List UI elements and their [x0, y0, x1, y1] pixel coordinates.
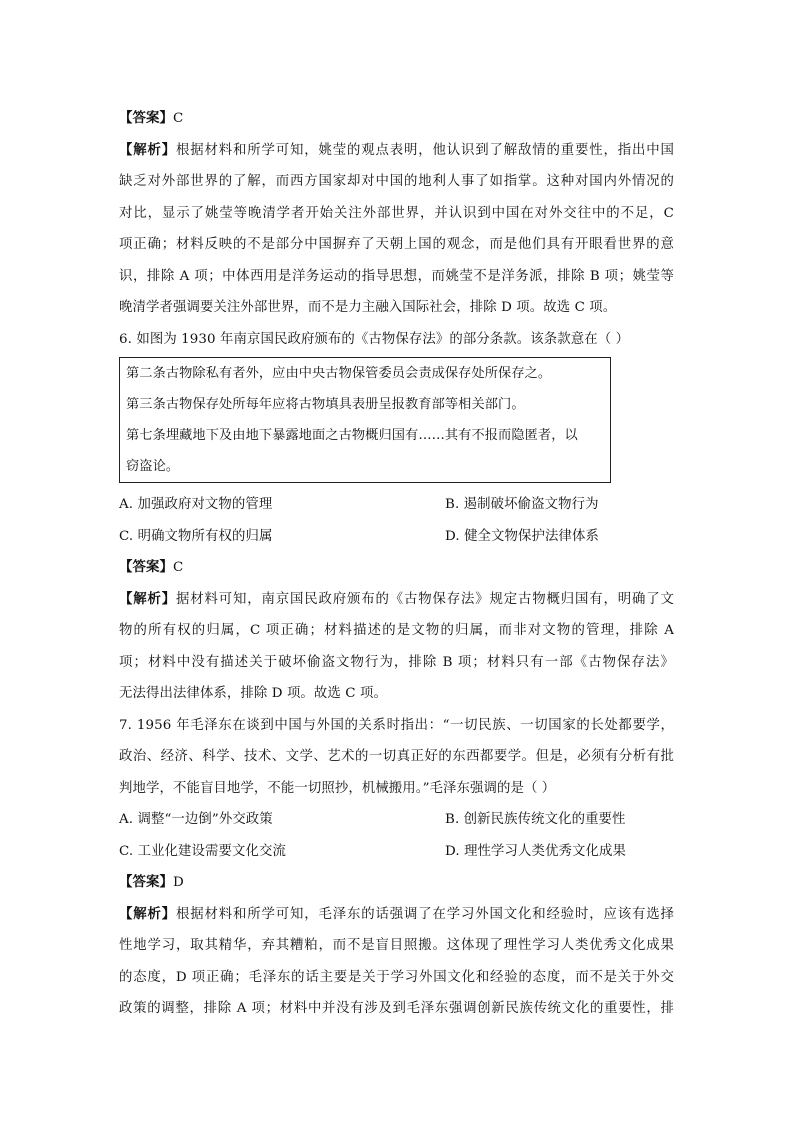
- q7-answer: [119, 867, 674, 899]
- material-line: 第三条古物保存处所每年应将古物填具表册呈报教育部等相关部门。: [126, 397, 525, 412]
- q7-analysis-line: 性地学习，取其精华，弃其糟粕，而不是盲目照搬。这体现了理性学习人类优秀文化成果: [119, 938, 674, 953]
- option-a: A. 加强政府对文物的管理: [119, 497, 273, 512]
- q7-analysis-line: 【解析】根据材料和所学可知，毛泽东的话强调了在学习外国文化和经验时，应该有选择: [119, 905, 674, 922]
- q6-analysis-line: 无法得出法律体系，排除 D 项。故选 C 项。: [119, 686, 387, 701]
- q5-analysis-line: 项正确；材料反映的不是部分中国摒弃了天朝上国的观念，而是他们具有开眼看世界的意: [119, 237, 674, 252]
- q5-answer: [119, 103, 674, 135]
- material-line: 窃盗论。: [126, 459, 180, 474]
- q6-analysis-line: 【解析】据材料可知，南京国民政府颁布的《古物保存法》规定古物概归国有，明确了文: [119, 590, 674, 607]
- q7-stem-line: 判地学，不能盲目地学，不能一切照抄，机械搬用。”毛泽东强调的是（ ）: [119, 780, 556, 796]
- q6-stem: 6. 如图为 1930 年南京国民政府颁布的《古物保存法》的部分条款。该条款意在（ ）: [119, 331, 630, 347]
- q5-analysis-line: 晚清学者强调要关注外部世界，而不是力主融入国际社会，排除 D 项。故选 C 项。: [119, 300, 617, 315]
- material-line: 第二条古物除私有者外，应由中央古物保管委员会责成保存处所保存之。: [126, 366, 552, 381]
- answer-label: 【答案】: [119, 110, 173, 126]
- analysis-label: 【解析】: [119, 590, 176, 607]
- q7-stem-line: 7. 1956 年毛泽东在谈到中国与外国的关系时指出：“一切民族、一切国家的长处都要学，: [119, 717, 674, 733]
- q6-material-box: [119, 357, 611, 483]
- answer-value: C: [172, 560, 184, 575]
- q5-analysis-line: 对比，显示了姚莹等晚清学者开始关注外部世界，并认识到中国在对外交往中的不足，C: [119, 205, 674, 221]
- option-b: B. 遏制破坏偷盗文物行为: [445, 497, 599, 512]
- q7-options-row: [119, 836, 674, 868]
- analysis-label: 【解析】: [119, 905, 176, 922]
- analysis-label: 【解析】: [119, 141, 176, 158]
- q7-options-row: [119, 804, 674, 836]
- document-page: [119, 103, 674, 1025]
- q6-answer: [119, 552, 674, 584]
- option-b: B. 创新民族传统文化的重要性: [445, 812, 626, 827]
- option-c: C. 明确文物所有权的归属: [119, 528, 273, 544]
- answer-value: D: [172, 875, 184, 890]
- option-a: A. 调整“一边倒”外交政策: [119, 812, 273, 827]
- q6-analysis-line: 物的所有权的归属，C 项正确；材料描述的是文物的归属，而非对文物的管理，排除 A: [119, 623, 674, 638]
- answer-label: 【答案】: [119, 559, 173, 575]
- material-line: 第七条埋藏地下及由地下暴露地面之古物概归国有……其有不报而隐匿者，以: [126, 428, 578, 443]
- q7-analysis-line: 政策的调整，排除 A 项；材料中并没有涉及到毛泽东强调创新民族传统文化的重要性，排: [119, 1001, 674, 1016]
- option-d: D. 理性学习人类优秀文化成果: [445, 843, 626, 859]
- q5-analysis-line: 缺乏对外部世界的了解，而西方国家却对中国的地利人事了如指掌。这种对国内外情况的: [119, 174, 674, 189]
- q6-options-row: [119, 521, 674, 553]
- q6-analysis-line: 项；材料中没有描述关于破坏偷盗文物行为，排除 B 项；材料只有一部《古物保存法》: [119, 654, 674, 670]
- answer-label: 【答案】: [119, 874, 173, 890]
- q7-analysis-line: 的态度，D 项正确；毛泽东的话主要是关于学习外国文化和经验的态度，而不是关于外交: [119, 969, 674, 985]
- option-c: C. 工业化建设需要文化交流: [119, 843, 286, 859]
- answer-value: C: [172, 111, 184, 126]
- q6-options-row: [119, 489, 674, 521]
- q7-stem-line: 政治、经济、科学、技术、文学、艺术的一切真正好的东西都要学。但是，必须有分析有批: [119, 749, 674, 764]
- option-d: D. 健全文物保护法律体系: [445, 528, 599, 544]
- q5-analysis-line: 识，排除 A 项；中体西用是洋务运动的指导思想，而姚莹不是洋务派，排除 B 项；姚莹等: [119, 268, 674, 284]
- q5-analysis-line: 【解析】根据材料和所学可知，姚莹的观点表明，他认识到了解敌情的重要性，指出中国: [119, 141, 674, 158]
